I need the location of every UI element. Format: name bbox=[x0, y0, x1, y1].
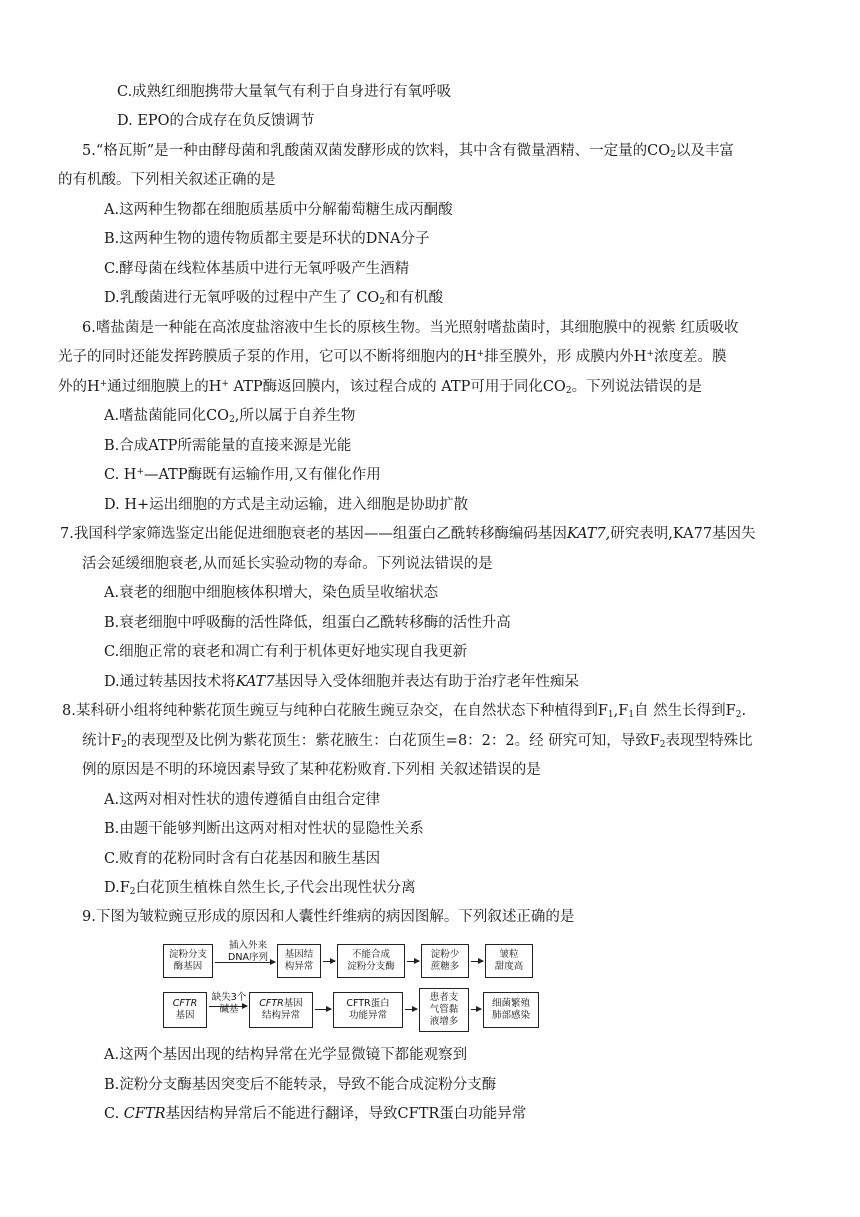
arrow bbox=[215, 962, 275, 963]
cftr-gene-structure-abnormal-box: CFTR基因 结构异常 bbox=[249, 992, 313, 1028]
q8-option-a: A.这两对相对性状的遗传遵循自由组合定律 bbox=[104, 792, 381, 808]
starch-branching-enzyme-gene-box: 淀粉分支 酶基因 bbox=[163, 944, 213, 978]
q8-stem-line3: 例的原因是不明的环境因素导致了某种花粉败育.下列相 关叙述错误的是 bbox=[82, 762, 541, 778]
q8-stem-line2: 统计$F_2$的表现型及比例为紫花顶生：紫花腋生：白花顶生=8：2：2。经 研究可知，导致$F_2$表现型特殊比 bbox=[82, 733, 753, 750]
q5-option-b: B.这两种生物的遗传物质都主要是环状的DNA分子 bbox=[104, 231, 430, 247]
q7-option-a: A.衰老的细胞中细胞核体积增大，染色质呈收缩状态 bbox=[104, 585, 439, 601]
q6-option-d: D. H+运出细胞的方式是主动运输，进入细胞是协助扩散 bbox=[104, 497, 469, 513]
q9-flow-diagram bbox=[163, 936, 543, 1032]
q4-option-c: C.成熟红细胞携带大量氧气有利于自身进行有氧呼吸 bbox=[117, 84, 452, 100]
q9-stem: 9.下图为皱粒豌豆形成的原因和人囊性纤维病的病因图解。下列叙述正确的是 bbox=[82, 909, 575, 925]
gene-structure-abnormal-box: 基因结 构异常 bbox=[277, 944, 321, 978]
arrow bbox=[471, 1009, 481, 1010]
cftr-gene-box: CFTR 基因 bbox=[163, 992, 207, 1028]
q6-option-a: A.嗜盐菌能同化$CO_2$,所以属于自养生物 bbox=[104, 408, 356, 425]
q9-option-c: C. CFTR基因结构异常后不能进行翻译，导致CFTR蛋白功能异常 bbox=[104, 1106, 527, 1122]
q9-option-a: A.这两个基因出现的结构异常在光学显微镜下都能观察到 bbox=[104, 1047, 468, 1063]
arrow bbox=[407, 961, 419, 962]
q5-stem-line1: 5.“格瓦斯”是一种由酵母菌和乳酸菌双菌发酵形成的饮料，其中含有微量酒精、一定量的$CO_2$以及丰富 bbox=[82, 143, 734, 160]
q9-option-b: B.淀粉分支酶基因突变后不能转录，导致不能合成淀粉分支酶 bbox=[104, 1077, 497, 1093]
q5-stem-line2: 的有机酸。下列相关叙述正确的是 bbox=[58, 172, 276, 188]
q8-option-b: B.由题干能够判断出这两对相对性状的显隐性关系 bbox=[104, 821, 424, 837]
cftr-protein-abnormal-box: CFTR蛋白 功能异常 bbox=[333, 992, 403, 1028]
q7-stem-line1: 7.我国科学家筛选鉴定出能促进细胞衰老的基因——组蛋白乙酰转移酶编码基因KAT7,研究表明,KA77基因失 bbox=[60, 526, 756, 542]
q6-option-c: C. H+—ATP酶既有运输作用,又有催化作用 bbox=[104, 467, 381, 483]
arrow bbox=[315, 1009, 331, 1010]
arrow bbox=[405, 1009, 417, 1010]
q5-option-a: A.这两种生物都在细胞质基质中分解葡萄糖生成丙酮酸 bbox=[104, 202, 453, 218]
q7-stem-line2: 活会延缓细胞衰老,从而延长实验动物的寿命。下列说法错误的是 bbox=[82, 556, 493, 572]
wrinkled-high-sweetness-box: 皱粒 甜度高 bbox=[485, 944, 533, 978]
less-starch-more-sucrose-box: 淀粉少 蔗糖多 bbox=[421, 944, 469, 978]
arrow bbox=[209, 1006, 247, 1007]
missing-three-bases-label: 缺失3个 碱基 bbox=[211, 992, 247, 1015]
q4-option-d: D. EPO的合成存在负反馈调节 bbox=[117, 113, 315, 129]
q6-stem-line2: 光子的同时还能发挥跨膜质子泵的作用，它可以不断将细胞内的H+排至膜外，形 成膜内外H+浓度差。膜 bbox=[58, 349, 727, 365]
q7-option-b: B.衰老细胞中呼吸酶的活性降低，组蛋白乙酰转移酶的活性升高 bbox=[104, 615, 511, 631]
q7-option-c: C.细胞正常的衰老和凋亡有利于机体更好地实现自我更新 bbox=[104, 644, 468, 660]
q6-option-b: B.合成ATP所需能量的直接来源是光能 bbox=[104, 438, 352, 454]
bronchial-mucus-increase-box: 患者支 气管黏 液增多 bbox=[419, 988, 469, 1032]
arrow bbox=[323, 961, 335, 962]
q8-option-c: C.败育的花粉同时含有白花基因和腋生基因 bbox=[104, 851, 381, 867]
q8-option-d: $D.F_2$白花顶生植株自然生长,子代会出现性状分离 bbox=[104, 880, 416, 897]
bacterial-lung-infection-box: 细菌繁殖 肺部感染 bbox=[483, 992, 539, 1028]
q5-option-d: D.乳酸菌进行无氧呼吸的过程中产生了 $CO_2$和有机酸 bbox=[104, 290, 444, 307]
q6-stem-line1: 6.嗜盐菌是一种能在高浓度盐溶液中生长的原核生物。当光照射嗜盐菌时，其细胞膜中的视紫 红质吸收 bbox=[82, 320, 739, 336]
q7-option-d: D.通过转基因技术将KAT7基因导入受体细胞并表达有助于治疗老年性痴呆 bbox=[104, 674, 580, 690]
cannot-synthesize-enzyme-box: 不能合成 淀粉分支酶 bbox=[337, 944, 405, 978]
q5-option-c: C.酵母菌在线粒体基质中进行无氧呼吸产生酒精 bbox=[104, 261, 410, 277]
insert-dna-label: 插入外来 DNA序列 bbox=[228, 940, 268, 963]
q8-stem-line1: 8.某科研小组将纯种紫花顶生豌豆与纯种白花腋生豌豆杂交，在自然状态下种植得到$F_1,F_1$自 然生长得到$F_2$. bbox=[62, 703, 747, 720]
arrow bbox=[471, 961, 483, 962]
q6-stem-line3: 外的H+通过细胞膜上的H+ ATP酶返回膜内，该过程合成的 ATP可用于同化$CO_2$。下列说法错误的是 bbox=[58, 379, 703, 396]
